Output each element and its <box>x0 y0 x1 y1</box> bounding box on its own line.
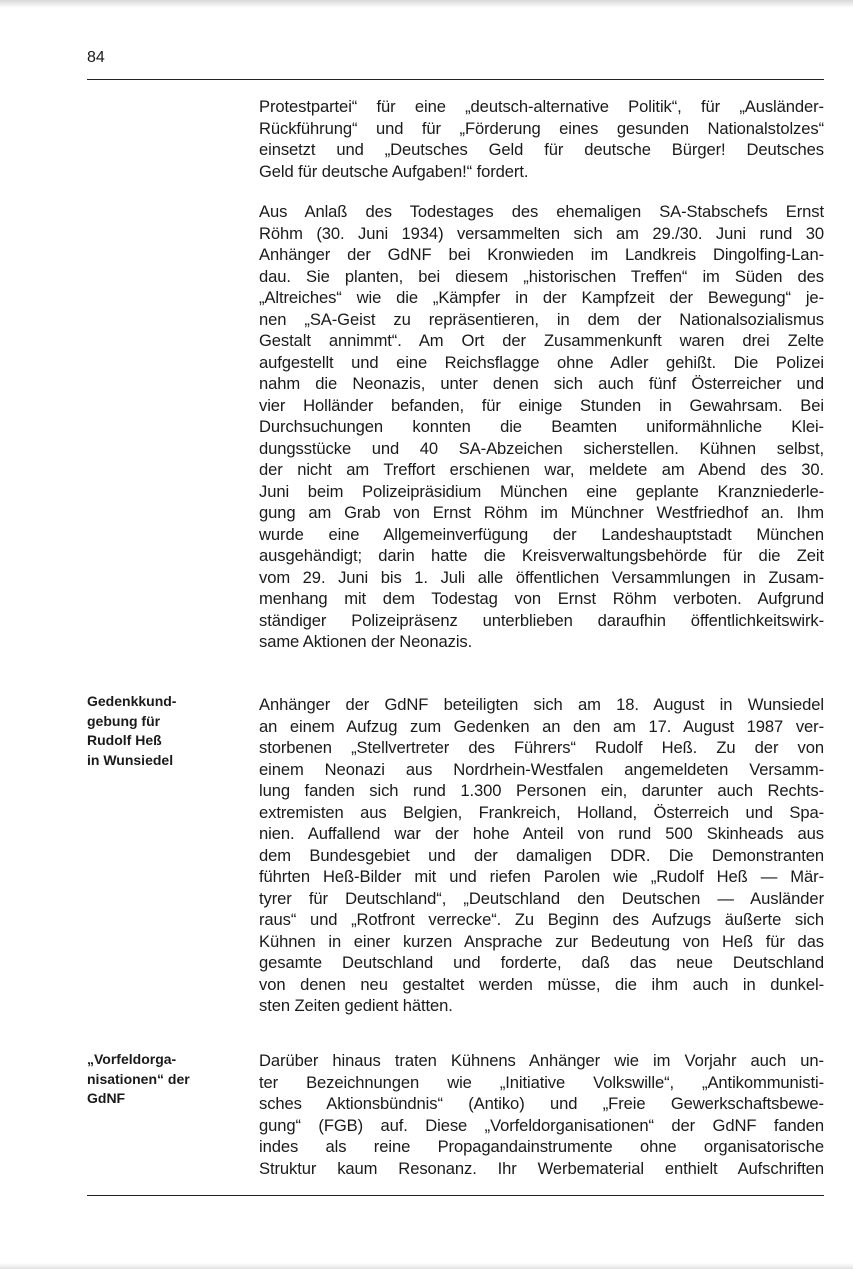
paragraph-1 <box>259 96 824 182</box>
text-line: Gestalt annimmt“. Am Ort der Zusammenkunft waren drei Zelte <box>259 331 824 350</box>
text-line: tyrer für Deutschland“, „Deutschland den Deutschen — Ausländer <box>259 888 824 908</box>
text-line: dungsstücke und 40 SA-Abzeichen sicherstellen. Kühnen selbst, <box>259 438 824 458</box>
header-rule <box>87 79 824 80</box>
text-line: gesamte Deutschland und forderte, daß das neue Deutschland <box>259 953 824 972</box>
text-line: „Altreiches“ wie die „Kämpfer in der Kampfzeit der Bewegung“ je- <box>259 288 824 307</box>
text-line: Röhm (30. Juni 1934) versammelten sich am 29./30. Juni rund 30 <box>259 223 824 243</box>
paragraph-2 <box>259 201 824 653</box>
page-number: 84 <box>87 49 105 66</box>
text-line: wurde eine Allgemeinverfügung der Landeshauptstadt München <box>259 524 824 544</box>
paragraph-4 <box>259 1050 824 1179</box>
text-line: nen „SA-Geist zu repräsentieren, in dem der Nationalsozialismus <box>259 309 824 329</box>
text-line: Juni beim Polizeipräsidium München eine geplante Kranzniederle- <box>259 481 824 501</box>
side-note-line: Gedenkkund- <box>87 693 177 709</box>
scan-edge-bottom <box>0 1263 853 1269</box>
text-line: Aus Anlaß des Todestages des ehemaligen SA-Stabschefs Ernst <box>259 202 824 221</box>
side-note-line: in Wunsiedel <box>87 751 174 768</box>
side-note-line: GdNF <box>87 1090 126 1106</box>
text-line: storbenen „Stellvertreter des Führers“ Rudolf Heß. Zu der von <box>259 738 824 757</box>
text-line: Anhänger der GdNF beteiligten sich am 18. August in Wunsiedel <box>259 695 824 714</box>
text-line: Anhänger der GdNF bei Kronwieden im Landkreis Dingolfing-Lan- <box>259 245 824 264</box>
text-line: nien. Auffallend war der hohe Anteil von rund 500 Skinheads aus <box>259 824 824 843</box>
text-line: Rückführung“ und für „Förderung eines gesunden Nationalstolzes“ <box>259 118 824 138</box>
text-line: einsetzt und „Deutsches Geld für deutsche Bürger! Deutsches <box>259 140 824 159</box>
text-line: gung“ (FGB) auf. Diese „Vorfeldorganisationen“ der GdNF fanden <box>259 1115 824 1135</box>
text-line: gung am Grab von Ernst Röhm im Münchner Westfriedhof an. Ihm <box>259 503 824 522</box>
text-line: führten Heß-Bilder mit und riefen Parolen wie „Rudolf Heß — Mär- <box>259 867 824 886</box>
side-note-line: Rudolf Heß <box>87 732 162 748</box>
text-line: von denen neu gestaltet werden müsse, die ihm auch in dunkel- <box>259 974 824 994</box>
scan-edge-top <box>0 0 853 8</box>
text-line: menhang mit dem Todestag von Ernst Röhm verboten. Aufgrund <box>259 589 824 608</box>
text-line: ständiger Polizeipräsenz unterblieben daraufhin öffentlichkeitswirk- <box>259 610 824 630</box>
text-line: Kühnen in einer kurzen Ansprache zur Bedeutung von Heß für das <box>259 931 824 951</box>
side-note-line: „Vorfeldorga- <box>87 1051 177 1067</box>
text-line: same Aktionen der Neonazis. <box>259 632 473 651</box>
footer-rule <box>87 1195 824 1196</box>
text-line: der nicht am Treffort erschienen war, meldete am Abend des 30. <box>259 460 824 479</box>
text-line: ter Bezeichnungen wie „Initiative Volkswille“, „Antikommunisti- <box>259 1072 824 1092</box>
text-line: vom 29. Juni bis 1. Juli alle öffentlichen Versammlungen in Zusam- <box>259 567 824 587</box>
text-line: vier Holländer befanden, für einige Stunden in Gewahrsam. Bei <box>259 395 824 415</box>
text-line: Durchsuchungen konnten die Beamten uniformähnliche Klei- <box>259 417 824 436</box>
side-note-line: nisationen“ der <box>87 1070 190 1087</box>
text-line: einem Neonazi aus Nordrhein-Westfalen angemeldeten Versamm- <box>259 759 824 779</box>
side-note-hess-rally <box>87 692 237 770</box>
text-line: indes als reine Propagandainstrumente ohne organisatorische <box>259 1137 824 1156</box>
text-line: raus“ und „Rotfront verrecke“. Zu Beginn des Aufzugs äußerte sich <box>259 910 824 929</box>
side-note-front-organizations <box>87 1050 237 1109</box>
text-line: lung fanden sich rund 1.300 Personen ein, darunter auch Rechts- <box>259 781 824 800</box>
text-line: dau. Sie planten, bei diesem „historischen Treffen“ im Süden des <box>259 266 824 286</box>
text-line: extremisten aus Belgien, Frankreich, Holland, Österreich und Spa- <box>259 802 824 822</box>
text-line: Darüber hinaus traten Kühnens Anhänger wie im Vorjahr auch un- <box>259 1051 824 1070</box>
paragraph-3 <box>259 694 824 1017</box>
text-line: Geld für deutsche Aufgaben!“ fordert. <box>259 161 529 181</box>
text-line: sten Zeiten gedient hätten. <box>259 996 453 1015</box>
side-note-line: gebung für <box>87 712 161 729</box>
text-line: dem Bundesgebiet und der damaligen DDR. Die Demonstranten <box>259 845 824 865</box>
text-line: ausgehändigt; darin hatte die Kreisverwaltungsbehörde für die Zeit <box>259 546 824 565</box>
text-line: an einem Aufzug zum Gedenken an den am 17. August 1987 ver- <box>259 716 824 736</box>
text-line: sches Aktionsbündnis“ (Antiko) und „Freie Gewerkschaftsbewe- <box>259 1094 824 1113</box>
text-line: Protestpartei“ für eine „deutsch-alternative Politik“, für „Ausländer- <box>259 97 824 116</box>
text-line: aufgestellt und eine Reichsflagge ohne Adler gehißt. Die Polizei <box>259 352 824 372</box>
text-line: Struktur kaum Resonanz. Ihr Werbematerial enthielt Aufschriften <box>259 1158 824 1178</box>
text-line: nahm die Neonazis, unter denen sich auch fünf Österreicher und <box>259 374 824 393</box>
